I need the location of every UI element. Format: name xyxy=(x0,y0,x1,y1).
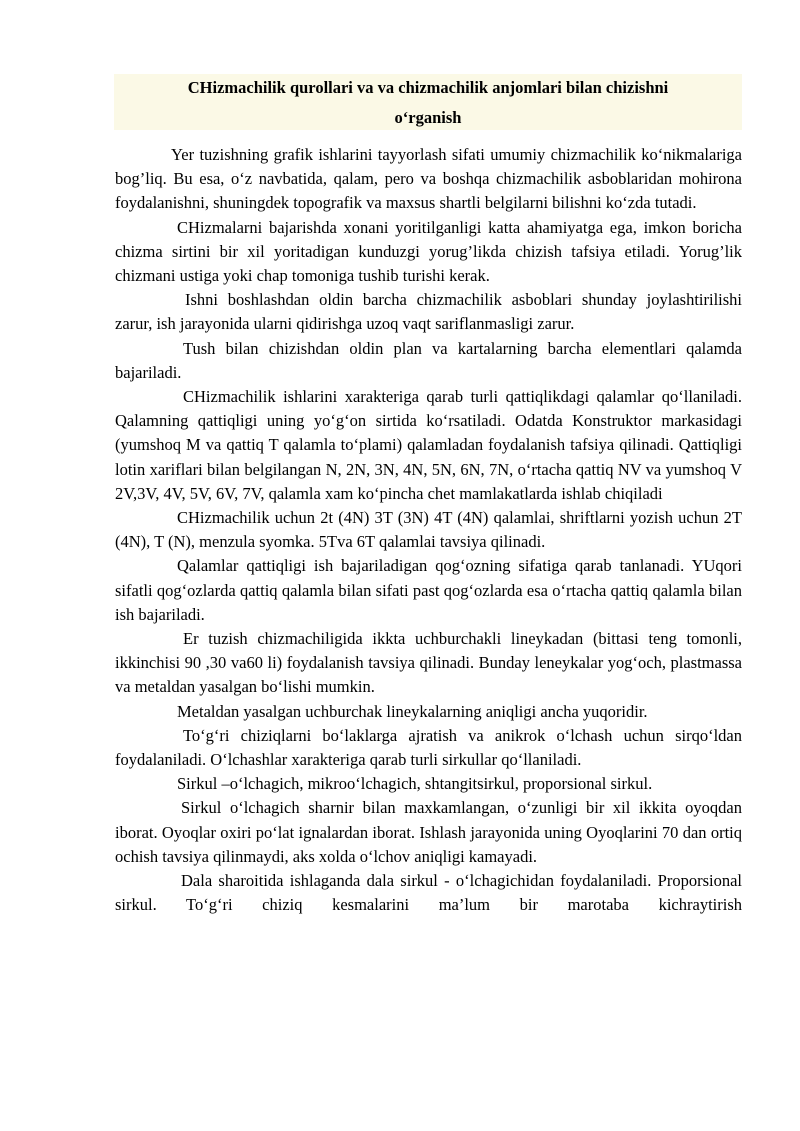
paragraph-1: Yer tuzishning grafik ishlarini tayyorlash sifati umumiy chizmachilik ko‘nikmalariga bog’liq. Bu esa, o‘z navbatida, qalam, pero va boshqa chizmachilik asboblaridan mohirona foydalanishni, shuningdek topografik va maxsus shartli belgilarni bilishni ko‘zda tutadi. xyxy=(115,145,742,213)
document-body xyxy=(115,143,742,918)
title-line-2: o‘rganish xyxy=(394,108,462,127)
title-line-1: CHizmachilik qurollari va va chizmachilik anjomlari bilan chizishni xyxy=(187,78,669,97)
paragraph-12: Sirkul o‘lchagich sharnir bilan maxkamlangan, o‘zunligi bir xil ikkita oyoqdan iborat. Oyoqlar oxiri po‘lat ignalardan iborat. Ishlash jarayonida uning Oyoqlarini 70 dan ortiq ochish tavsiya qilinmaydi, aks xolda o‘lchov aniqligi kamayadi. xyxy=(115,798,742,866)
paragraph-13: Dala sharoitida ishlaganda dala sirkul - o‘lchagichidan foydalaniladi. Proporsional sirkul. To‘g‘ri chiziq kesmalarini ma’lum bir marotaba kichraytirish xyxy=(115,871,742,915)
paragraph-11: Sirkul –o‘lchagich, mikroo‘lchagich, shtangitsirkul, proporsional sirkul. xyxy=(177,774,653,794)
paragraph-8: Er tuzish chizmachiligida ikkta uchburchakli lineykadan (bittasi teng tomonli, ikkinchisi 90 ,30 va60 li) foydalanish tavsiya qilinadi. Bunday leneykalar yog‘och, plastmassa va metaldan yasalgan bo‘lishi mumkin. xyxy=(115,629,742,697)
paragraph-7: Qalamlar qattiqligi ish bajariladigan qog‘ozning sifatiga qarab tanlanadi. YUqori sifatli qog‘ozlarda qattiq qalamla bilan sifati past qog‘ozlarda esa o‘rtacha qattiq qalamla bilan ish bajariladi. xyxy=(115,556,742,624)
paragraph-5: CHizmachilik ishlarini xarakteriga qarab turli qattiqlikdagi qalamlar qo‘llaniladi. Qalamning qattiqligi uning yo‘g‘on sirtida ko‘rsatiladi. Odatda Konstruktor markasidagi (yumshoq M va qattiq T qalamla to‘plami) qalamladan foydalanish tafsiya qilinadi. Qattiqligi lotin xariflari bilan belgilangan N, 2N, 3N, 4N, 5N, 6N, 7N, o‘rtacha qattiq NV va yumshoq V 2V,3V, 4V, 5V, 6V, 7V, qalamla xam ko‘pincha chet mamlakatlarda ishlab chiqiladi xyxy=(115,387,742,503)
paragraph-6: CHizmachilik uchun 2t (4N) 3T (3N) 4T (4N) qalamlai, shriftlarni yozish uchun 2T (4N), T (N), menzula syomka. 5Tva 6T qalamlai tavsiya qilinadi. xyxy=(115,508,742,552)
paragraph-4: Tush bilan chizishdan oldin plan va kartalarning barcha elementlari qalamda bajariladi. xyxy=(115,338,742,382)
paragraph-3: Ishni boshlashdan oldin barcha chizmachilik asboblari shunday joylashtirilishi zarur, ish jarayonida ularni qidirishga uzoq vaqt sariflanmasligi zarur. xyxy=(115,290,742,334)
title-block xyxy=(114,74,742,130)
paragraph-2: CHizmalarni bajarishda xonani yoritilganligi katta ahamiyatga ega, imkon boricha chizma sirtini bir xil yoritadigan kunduzgi yorug’likda chizish tafsiya etiladi. Yorug’lik chizmani ustiga yoki chap tomoniga tushib turishi kerak. xyxy=(115,217,742,286)
paragraph-10: To‘g‘ri chiziqlarni bo‘laklarga ajratish va anikrok o‘lchash uchun sirqo‘ldan foydalaniladi. O‘lchashlar xarakteriga qarab turli sirkullar qo‘llaniladi. xyxy=(115,725,742,770)
paragraph-9: Metaldan yasalgan uchburchak lineykalarning aniqligi ancha yuqoridir. xyxy=(177,701,648,721)
